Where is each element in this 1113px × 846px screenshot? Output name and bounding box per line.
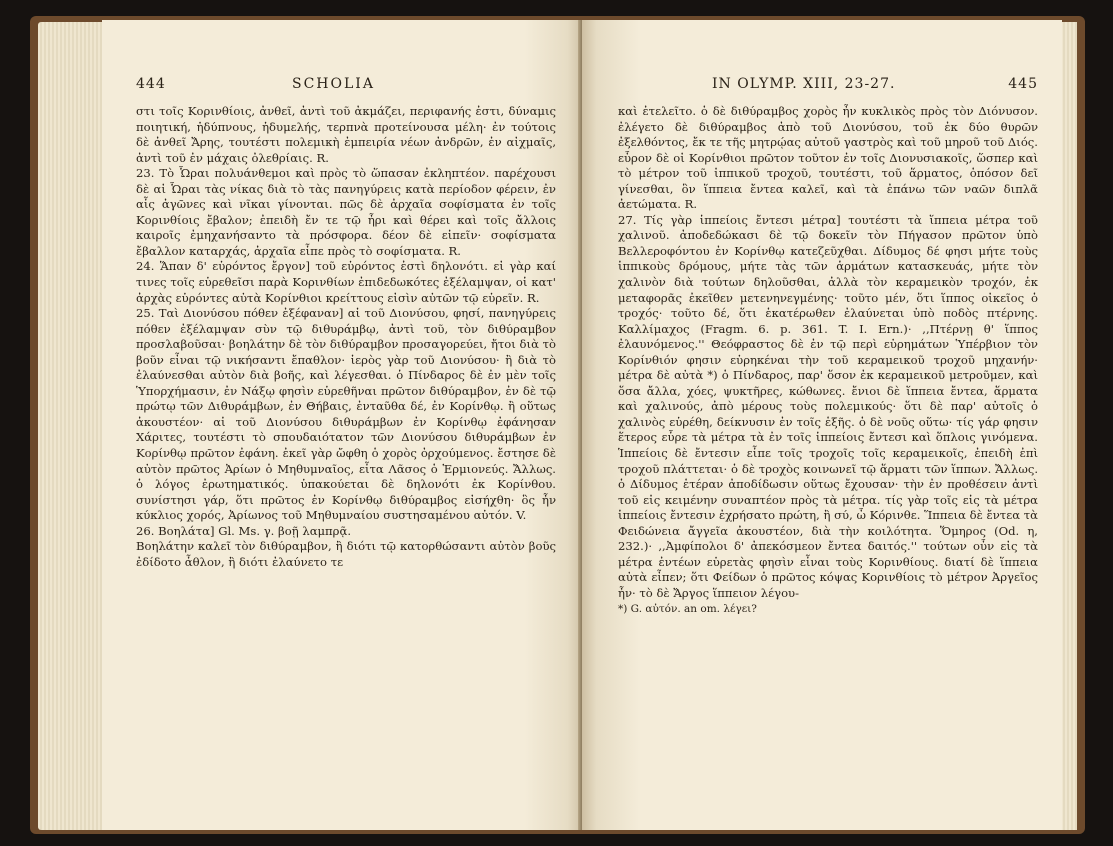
scholion-27: 27. Τίς γὰρ ἱππείοις ἔντεσι μέτρα] τουτέστι τὰ ἵππεια μέτρα τοῦ χαλινοῦ. ἀποδεδώκασι δὲ τῷ δοκεῖν τὸν Πήγασον πρῶτον ὑπὸ Βελλεροφόντου ἐν Κορίνθῳ κατεζεῦχθαι. Δίδυμος δέ φησι μήτε τοὺς ἱππικοὺς δρόμους, μήτε τὰς τῶν ἁρμάτων κατασκευάς, μήτε τὸν χαλινὸν διὰ τούτων δηλοῦσθαι, ἀλλὰ τὸν κεραμεικὸν τροχόν, ἐκ μεταφορᾶς ἐκεῖθεν μετενηνεγμένης· τοῦτο μέν, ὅτι ἵππος οἰκεῖος ὁ τροχός· τοῦτο δέ, ὅτι ἑκατέρωθεν ἐλαύνεται ὑπὸ ποδὸς πτέρνης. Καλλίμαχος (Fragm. 6. p. 361. T. I. Ern.)· ,,Πτέρνῃ θ' ἵππος ἐλαυνόμενος.'' Θεόφραστος δὲ ἐν τῷ περὶ εὑρημάτων Ὑπέρβιον τὸν Κορίνθιόν φησιν εὑρηκέναι τὴν τοῦ κεραμεικοῦ τροχοῦ μηχανήν· μέτρα δὲ αὐτὰ *) ὁ Πίνδαρος, παρ' ὅσον ἐκ κεραμεικοῦ μετροῦμεν, καὶ ὅσα ἄλλα, χόες, ψυκτῆρες, κώθωνες. ἔνιοι δὲ ἵππεια ἔντεα, ἅρματα καὶ χαλινούς, ἀπὸ μέρους τοὺς πολεμικούς· ὅτι δὲ παρ' αὐτοῖς ὁ χαλινὸς εὑρέθη, δείκνυσιν ἐν τοῖς ἑξῆς. ὁ δὲ νοῦς οὕτω· τίς γάρ φησιν ἕτερος εὗρε τὰ μέτρα τὰ ἐν τοῖς ἱππείοις ἔντεσι καὶ ὅπλοις γινόμενα. Ἱππείοις δὲ ἔντεσιν εἶπε τοῖς τροχοῖς τοῖς κεραμεικοῖς, ἐπειδὴ ἐπὶ τροχοῦ πλάττεται· ὁ δὲ τροχὸς κοινωνεῖ τῷ ἅρματι τῶν ἵππων. Ἄλλως. ὁ Δίδυμος ἑτέραν ἀποδίδωσιν οὕτως ἔχουσαν· τὴν ἐν προθέσειν ἀντὶ τοῦ εἰς κειμένην συναπτέον πρὸς τὰ μέτρα. τίς γὰρ τοῖς εἰς τὰ μέτρα ἱππείοις ἔντεσιν ἐχρήσατο πρώτη, ἢ σύ, ὦ Κόρινθε. Ἵππεια δὲ ἔντεα τὰ Φειδώνεια ἄγγεῖα ἀκουστέον, διὰ τὴν κοιλότητα. Ὅμηρος (Od. η, 232.)· ,,Ἀμφίπολοι δ' ἀπεκόσμεον ἔντεα δαιτός.'' τούτων οὖν εἰς τὰ μέτρα ἐντέων εὑρετὰς φησὶν εἶναι τοὺς Κορινθίους. διατί δὲ ἵππεια αὐτὰ εἶπεν; ὅτι Φείδων ὁ πρῶτος κόψας Κορινθίοις τὸ μέτρον Ἀργεῖος ἦν· τὸ δὲ Ἄργος ἵππειον λέγου-: [618, 212, 1038, 600]
left-running-title: SCHOLIA: [292, 76, 375, 92]
right-page-number: 445: [1008, 76, 1038, 92]
scholion-26-end: καὶ ἐτελεῖτο. ὁ δὲ διθύραμβος χορὸς ἦν κυκλικὸς πρὸς τὸν Διόνυσον. ἐλέγετο δὲ διθύραμβος ἀπὸ τοῦ Διονύσου, τοῦ ἐκ δύο θυρῶν ἐξελθόντος, ἔκ τε τῆς μητρῴας αὐτοῦ γαστρὸς καὶ τοῦ μηροῦ τοῦ Διός. εὗρον δὲ οἱ Κορίνθιοι πρῶτον τοῦτον ἐν τοῖς Διονυσιακοῖς, ὥσπερ καὶ τὸ μέτρον τοῦ ἱππικοῦ τροχοῦ, τουτέστι, τοῦ ἅρματος, ὁπόσον δεῖ γίνεσθαι, ὃν ἵππεια ἔντεα καλεῖ, καὶ τὰ ἐπάνω τῶν ναῶν διπλᾶ ἀετώματα. R.: [618, 104, 1038, 212]
scholion-24: 24. Ἅπαν δ' εὑρόντος ἔργον] τοῦ εὑρόντος ἐστὶ δηλονότι. εἰ γὰρ καί τινες τοῖς εὑρεθεῖσι παρὰ Κορινθίων ἐπιδεδωκότες ἐξέλαμψαν, οἱ κατ' ἀρχὰς εὑρόντες αὐτὰ Κορίνθιοι κρείττους εἰσὶν αὐτῶν τῷ εὑρεῖν. R.: [136, 259, 556, 305]
book: [30, 16, 1085, 834]
scholion-23: 23. Τὸ Ὧραι πολυάνθεμοι καὶ πρὸς τὸ ὥπασαν ἐκληπτέον. παρέχουσι δὲ αἱ Ὧραι τὰς νίκας διὰ τὸ τὰς πανηγύρεις κατὰ περίοδον φέρειν, ἐν αἷς ἀγῶνες καὶ νῖκαι γίνονται. πῶς δὲ ἀρχαῖα σοφίσματα ἐν τοῖς Κορινθίοις ἔβαλον; ἐπειδὴ ἔν τε τῷ ἦρι καὶ θέρει καὶ τοῖς ἄλλοις καιροῖς ἐμηχανήσαντο τὰ πρόσφορα. δέον δὲ εἰπεῖν· σοφίσματα ἔβαλλον καταρχάς, ἀρχαῖα εἶπε πρὸς τὸ σοφίσματα. R.: [136, 166, 556, 258]
left-page-number: 444: [136, 76, 166, 92]
scholion-25: 25. Ταὶ Διονύσου πόθεν ἐξέφαναν] αἱ τοῦ Διονύσου, φησί, πανηγύρεις πόθεν ἐξέλαμψαν σὺν τῷ διθυράμβῳ, ἀντὶ τοῦ, τὸν διθύραμβον προσλαβοῦσαι· βοηλάτην δὲ τὸν διθύραμβον προσαγορεύει, ἤτοι διὰ τὸ βοῦν εἶναι τῷ νικήσαντι ἔπαθλον· ἱερὸς γὰρ τοῦ Διονύσου· ἢ διὰ τὸ ἐλαύνεσθαι αὐτὸν διὰ βοῆς, καὶ λέγεσθαι. ὁ Πίνδαρος δὲ ἐν μὲν τοῖς Ὑπορχήμασιν, ἐν Νάξῳ φησὶν εὑρεθῆναι πρῶτον διθύραμβον, ἐν δὲ τῷ πρώτῳ τῶν Διθυράμβων, ἐν Θήβαις, ἐνταῦθα δέ, ἐν Κορίνθῳ. ἢ οὕτως ἀκουστέον· αἱ τοῦ Διονύσου διθυράμβων ἐν Κορίνθῳ ἐφάνησαν Χάριτες, τουτέστι τὸ σπουδαιότατον τῶν Διονύσου διθυράμβων ἐν Κορίνθῳ πρῶτον ἐφάνη. ἐκεῖ γὰρ ὤφθη ὁ χορὸς ὀρχούμενος. ἔστησε δὲ αὐτὸν πρῶτος Ἀρίων ὁ Μηθυμναῖος, εἶτα Λᾶσος ὁ Ἑρμιονεύς. Ἄλλως. ὁ λόγος ἐρωτηματικός. ὑπακούεται δὲ δηλονότι ἐκ Κορίνθου. συνίστησι γάρ, ὅτι πρῶτος ἐν Κορίνθῳ διθύραμβος εἰσήχθη· ὃς ἦν κύκλιος χορός, Ἀρίωνος τοῦ Μηθυμναίου συστησαμένου αὐτόν. V.: [136, 306, 556, 523]
scholion-26: 26. Βοηλάτα] Gl. Ms. γ. βοῇ λαμπρᾷ.: [136, 523, 352, 538]
scholion-26-cont: Βοηλάτην καλεῖ τὸν διθύραμβον, ἢ διότι τῷ κατορθώσαντι αὐτὸν βοῦς ἐδίδοτο ἆθλον, ἢ διότι ἐλαύνετο τε: [136, 539, 556, 569]
scholion-continuation: στι τοῖς Κορινθίοις, ἀνθεῖ, ἀντὶ τοῦ ἀκμάζει, περιφανής ἐστι, δύναμις ποιητική, ἡδύπνους, ἡδυμελής, τερπνὰ προτείνουσα μέλη· ἐν τούτοις δὲ ἀνθεῖ Ἄρης, τουτέστι πολεμικὴ ἐμπειρία νέων ἀνδρῶν, ἐν αἰχμαῖς, ἀντὶ τοῦ ἐν μάχαις ὀλεθρίαις. R.: [136, 104, 556, 165]
footnote: *) G. αὐτόν. an om. λέγει?: [618, 602, 757, 615]
right-page: [582, 20, 1062, 830]
left-page: [102, 20, 582, 830]
right-page-text: [618, 104, 1038, 617]
right-running-title: IN OLYMP. XIII, 23-27.: [712, 76, 896, 92]
page-edges-left: [38, 22, 104, 830]
left-page-text: [136, 104, 556, 570]
